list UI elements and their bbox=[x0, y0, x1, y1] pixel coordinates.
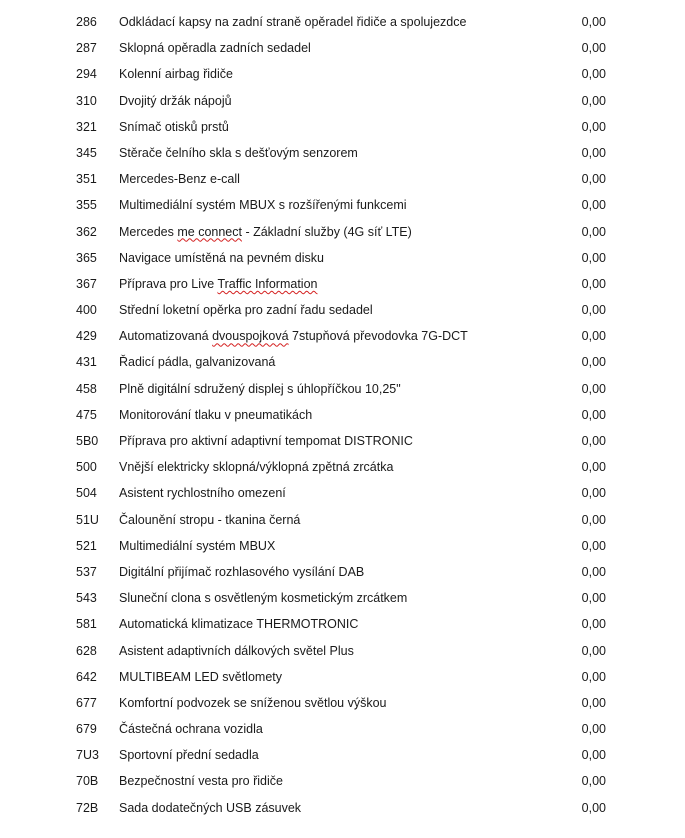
list-item bbox=[0, 690, 685, 716]
option-description: Řadicí pádla, galvanizovaná bbox=[119, 355, 276, 370]
list-item bbox=[0, 768, 685, 794]
option-price: 0,00 bbox=[581, 93, 606, 108]
list-item bbox=[0, 376, 685, 402]
option-code: 537 bbox=[76, 564, 97, 579]
option-code: 7U3 bbox=[76, 748, 99, 763]
option-code: 5B0 bbox=[76, 434, 99, 448]
list-item bbox=[0, 166, 685, 192]
equipment-list bbox=[0, 9, 685, 821]
option-price: 0,00 bbox=[581, 67, 606, 82]
option-code: 642 bbox=[76, 669, 97, 684]
list-item bbox=[0, 507, 685, 533]
option-code: 400 bbox=[76, 303, 97, 318]
option-price: 0,00 bbox=[581, 564, 606, 579]
list-item bbox=[0, 664, 685, 690]
option-description: Čalounění stropu - tkanina černá bbox=[119, 512, 301, 527]
option-description: Navigace umístěná na pevném disku bbox=[119, 250, 324, 265]
option-description: Sada dodatečných USB zásuvek bbox=[119, 800, 302, 815]
spellcheck-flagged-text: Traffic Information bbox=[217, 276, 318, 291]
option-price: 0,00 bbox=[581, 669, 606, 684]
option-price: 0,00 bbox=[581, 381, 606, 396]
option-price: 0,00 bbox=[581, 800, 606, 815]
list-item bbox=[0, 716, 685, 742]
description-text: Příprava pro Live bbox=[119, 276, 218, 291]
option-code: 287 bbox=[76, 41, 97, 56]
description-text: Mercedes bbox=[119, 224, 178, 239]
option-description: Vnější elektricky sklopná/výklopná zpětná zrcátka bbox=[119, 460, 394, 475]
list-item bbox=[0, 585, 685, 611]
description-text: 7stupňová převodovka 7G-DCT bbox=[288, 329, 468, 344]
list-item bbox=[0, 533, 685, 559]
option-code: 51U bbox=[76, 512, 99, 527]
option-code: 475 bbox=[76, 407, 97, 422]
option-code: 543 bbox=[76, 591, 97, 606]
option-code: 351 bbox=[76, 172, 97, 187]
description-text: Automatizovaná bbox=[119, 329, 213, 344]
option-price: 0,00 bbox=[581, 722, 606, 737]
option-price: 0,00 bbox=[581, 41, 606, 56]
option-price: 0,00 bbox=[581, 172, 606, 187]
list-item bbox=[0, 114, 685, 140]
option-description: Monitorování tlaku v pneumatikách bbox=[119, 407, 313, 422]
option-code: 365 bbox=[76, 250, 97, 265]
option-code: 679 bbox=[76, 722, 97, 737]
option-code: 500 bbox=[76, 460, 97, 475]
list-item bbox=[0, 323, 685, 349]
option-price: 0,00 bbox=[581, 591, 606, 606]
list-item bbox=[0, 638, 685, 664]
option-price: 0,00 bbox=[581, 119, 606, 134]
list-item bbox=[0, 611, 685, 637]
spellcheck-flagged-text: dvouspojková bbox=[212, 329, 289, 344]
option-description: Odkládací kapsy na zadní straně opěradel řidiče a spolujezdce bbox=[119, 15, 467, 29]
list-item bbox=[0, 402, 685, 428]
option-description: Multimediální systém MBUX s rozšířenými funkcemi bbox=[119, 198, 407, 213]
option-code: 628 bbox=[76, 643, 97, 658]
option-price: 0,00 bbox=[581, 250, 606, 265]
option-description: Automatická klimatizace THERMOTRONIC bbox=[119, 617, 359, 632]
option-price: 0,00 bbox=[581, 512, 606, 527]
option-description: Snímač otisků prstů bbox=[119, 119, 229, 134]
list-item bbox=[0, 742, 685, 768]
option-price: 0,00 bbox=[581, 276, 606, 291]
list-item bbox=[0, 559, 685, 585]
option-description: Plně digitální sdružený displej s úhlopříčkou 10,25" bbox=[119, 381, 401, 396]
list-item bbox=[0, 428, 685, 454]
option-description: Asistent rychlostního omezení bbox=[119, 486, 286, 501]
option-price: 0,00 bbox=[581, 643, 606, 658]
option-price: 0,00 bbox=[581, 407, 606, 422]
option-price: 0,00 bbox=[581, 434, 606, 448]
option-description: Sportovní přední sedadla bbox=[119, 748, 259, 763]
option-price: 0,00 bbox=[581, 145, 606, 160]
list-item bbox=[0, 271, 685, 297]
option-description: MULTIBEAM LED světlomety bbox=[119, 669, 283, 684]
option-description: Stěrače čelního skla s dešťovým senzorem bbox=[119, 145, 358, 160]
option-code: 504 bbox=[76, 486, 97, 501]
option-code: 458 bbox=[76, 381, 97, 396]
option-price: 0,00 bbox=[581, 748, 606, 763]
list-item bbox=[0, 140, 685, 166]
list-item bbox=[0, 795, 685, 821]
option-description: Multimediální systém MBUX bbox=[119, 538, 276, 553]
option-code: 431 bbox=[76, 355, 97, 370]
option-description: Střední loketní opěrka pro zadní řadu sedadel bbox=[119, 303, 373, 318]
list-item bbox=[0, 9, 685, 35]
option-code: 294 bbox=[76, 67, 97, 82]
option-description: Částečná ochrana vozidla bbox=[119, 722, 263, 737]
option-code: 72B bbox=[76, 800, 99, 815]
option-description: Sklopná opěradla zadních sedadel bbox=[119, 41, 311, 56]
option-price: 0,00 bbox=[581, 303, 606, 318]
list-item bbox=[0, 297, 685, 323]
option-code: 355 bbox=[76, 198, 97, 213]
option-price: 0,00 bbox=[581, 538, 606, 553]
option-price: 0,00 bbox=[581, 198, 606, 213]
option-description bbox=[119, 219, 559, 245]
option-price: 0,00 bbox=[581, 486, 606, 501]
option-description: Sluneční clona s osvětleným kosmetickým zrcátkem bbox=[119, 591, 408, 606]
list-item bbox=[0, 219, 685, 245]
list-item bbox=[0, 192, 685, 218]
option-price: 0,00 bbox=[581, 774, 606, 789]
option-description: Mercedes-Benz e-call bbox=[119, 172, 240, 187]
option-description bbox=[119, 323, 559, 349]
option-description: Bezpečnostní vesta pro řidiče bbox=[119, 774, 283, 789]
list-item bbox=[0, 88, 685, 114]
option-price: 0,00 bbox=[581, 355, 606, 370]
option-code: 362 bbox=[76, 224, 97, 239]
option-description: Kolenní airbag řidiče bbox=[119, 67, 233, 82]
option-code: 581 bbox=[76, 617, 97, 632]
list-item bbox=[0, 349, 685, 375]
option-code: 429 bbox=[76, 329, 97, 344]
option-price: 0,00 bbox=[581, 329, 606, 344]
list-item bbox=[0, 480, 685, 506]
option-description bbox=[119, 271, 559, 297]
option-code: 321 bbox=[76, 119, 97, 134]
option-code: 70B bbox=[76, 774, 99, 789]
option-price: 0,00 bbox=[581, 460, 606, 475]
description-text: - Základní služby (4G síť LTE) bbox=[241, 224, 412, 239]
option-code: 310 bbox=[76, 93, 97, 108]
option-code: 345 bbox=[76, 145, 97, 160]
option-price: 0,00 bbox=[581, 15, 606, 29]
list-item bbox=[0, 35, 685, 61]
option-description: Digitální přijímač rozhlasového vysílání DAB bbox=[119, 564, 365, 579]
option-code: 286 bbox=[76, 15, 97, 29]
option-description: Asistent adaptivních dálkových světel Plus bbox=[119, 643, 354, 658]
list-item bbox=[0, 61, 685, 87]
option-description: Dvojitý držák nápojů bbox=[119, 93, 232, 108]
option-price: 0,00 bbox=[581, 224, 606, 239]
list-item bbox=[0, 245, 685, 271]
option-code: 521 bbox=[76, 538, 97, 553]
option-description: Komfortní podvozek se sníženou světlou výškou bbox=[119, 695, 387, 710]
spellcheck-flagged-text: me connect bbox=[177, 224, 242, 239]
list-item bbox=[0, 454, 685, 480]
option-description: Příprava pro aktivní adaptivní tempomat DISTRONIC bbox=[119, 434, 413, 448]
option-code: 677 bbox=[76, 695, 97, 710]
option-price: 0,00 bbox=[581, 617, 606, 632]
option-code: 367 bbox=[76, 276, 97, 291]
option-price: 0,00 bbox=[581, 695, 606, 710]
